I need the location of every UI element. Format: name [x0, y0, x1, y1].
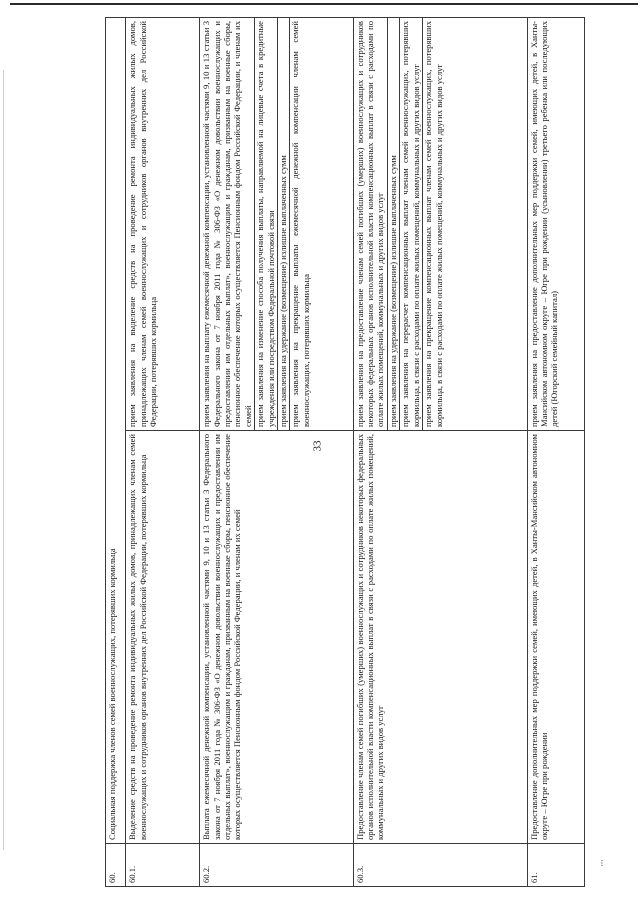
measure-cell: Выделение средств на проведение ремонта индивидуальных жилых домов, принадлежащих членам семей военнослужащих и сотрудников органов внутренних дел Российской Федерации, потерявших кормильца — [126, 431, 200, 844]
action-item: прием заявления на прекращение компенсационных выплат членам семей военнослужащих, потерявших кормильца, в связи с расходами по оплате жилых помещений, коммунальных и других видов услуг — [423, 21, 444, 427]
table-row — [126, 18, 200, 887]
action-item: прием заявления на удержание (возмещение) излишне выплаченных сумм — [388, 18, 400, 430]
measure-cell: Предоставление дополнительных мер поддержки семей, имеющих детей, в Ханты-Мансийском автономном округе – Югре при рождении — [527, 431, 584, 844]
measure-cell: Выплата ежемесячной денежной компенсации, установленной частями 9, 10 и 13 статьи 3 Федерального закона от 7 ноября 2011 года № 306-ФЗ «О денежном довольствии военнослужащих и предоставлении им отдельных выплат», военнослужащим и гражданам, призванным на военные сборы, пенсионное обеспечение которых осуществляется Пенсионным фондом Российской Федерации, и членам их семей — [200, 431, 354, 844]
action-item: прием заявления на выплату ежемесячной денежной компенсации, установленной частями 9, 10 и 13 статьи 3 Федерального закона от 7 ноября 2011 года № 306-ФЗ «О денежном довольствии военнослужащих и предоставлении им отдельных выплат», военнослужащим и гражданам, призванным на военные сборы, пенсионное обеспечение которых осуществляется Пенсионным фондом Российской Федерации, и членам их семей — [201, 18, 255, 430]
services-table — [105, 17, 585, 887]
table-row — [353, 18, 527, 887]
page-number: 33 — [311, 440, 324, 452]
row-number: 60.1. — [126, 844, 200, 887]
action-item: прием заявления на изменение способа получения выплаты, направляемой на лицевые счета в кредитные учреждения или посредством Федеральной почтовой связи — [255, 18, 278, 430]
action-item: прием заявления на прекращение выплаты ежемесячной денежной компенсации членам семей военнослужащих, потерявших кормильца — [290, 21, 311, 427]
measure-cell: Предоставление членам семей погибших (умерших) военнослужащих и сотрудников некоторых федеральных органов исполнительной власти компенсационных выплат в связи с расходами по оплате жилых помещений, коммунальных и других видов услуг — [353, 431, 527, 844]
action-item: прием заявления на предоставление дополнительных мер поддержки семей, имеющих детей, в Ханты-Мансийском автономном округе – Югре при рождении (усыновлении) третьего ребенка или последующих детей (Югорский семейный капитал) — [528, 21, 560, 427]
section-row — [106, 18, 126, 887]
row-number: 61. — [527, 844, 584, 887]
row-number: 60.2. — [200, 844, 354, 887]
row-number: 60.3. — [353, 844, 527, 887]
actions-cell — [527, 18, 584, 431]
top-rule — [10, 3, 638, 5]
action-item: прием заявления на предоставление членам семей погибших (умерших) военнослужащих и сотрудников некоторых федеральных органов исполнительной власти компенсационных выплат в связи с расходами по оплате жилых помещений, коммунальных и других видов услуг — [355, 18, 388, 430]
actions-cell — [200, 18, 354, 431]
actions-cell — [353, 18, 527, 431]
section-number: 60. — [106, 844, 126, 887]
action-item: прием заявления на удержание (возмещение) излишне выплаченных сумм — [278, 18, 290, 430]
page-footnote: ... — [594, 859, 605, 867]
binding-edge — [3, 70, 4, 850]
table-row — [200, 18, 354, 887]
action-item: прием заявления на выделение средств на проведение ремонта индивидуальных жилых домов, принадлежащих членам семей военнослужащих и сотрудников органов внутренних дел Российской Федерации, потерявших кормильца — [127, 21, 159, 427]
section-title: Социальная поддержка членов семей военнослужащих, потерявших кормильца — [106, 18, 126, 844]
action-item: прием заявления на перерасчет компенсационных выплат членам семей военнослужащих, потерявших кормильца, в связи с расходами по оплате жилых помещений, коммунальных и других видов услуг — [400, 18, 423, 430]
rotated-table-container — [105, 17, 585, 887]
table-row — [527, 18, 584, 887]
actions-cell — [126, 18, 200, 431]
